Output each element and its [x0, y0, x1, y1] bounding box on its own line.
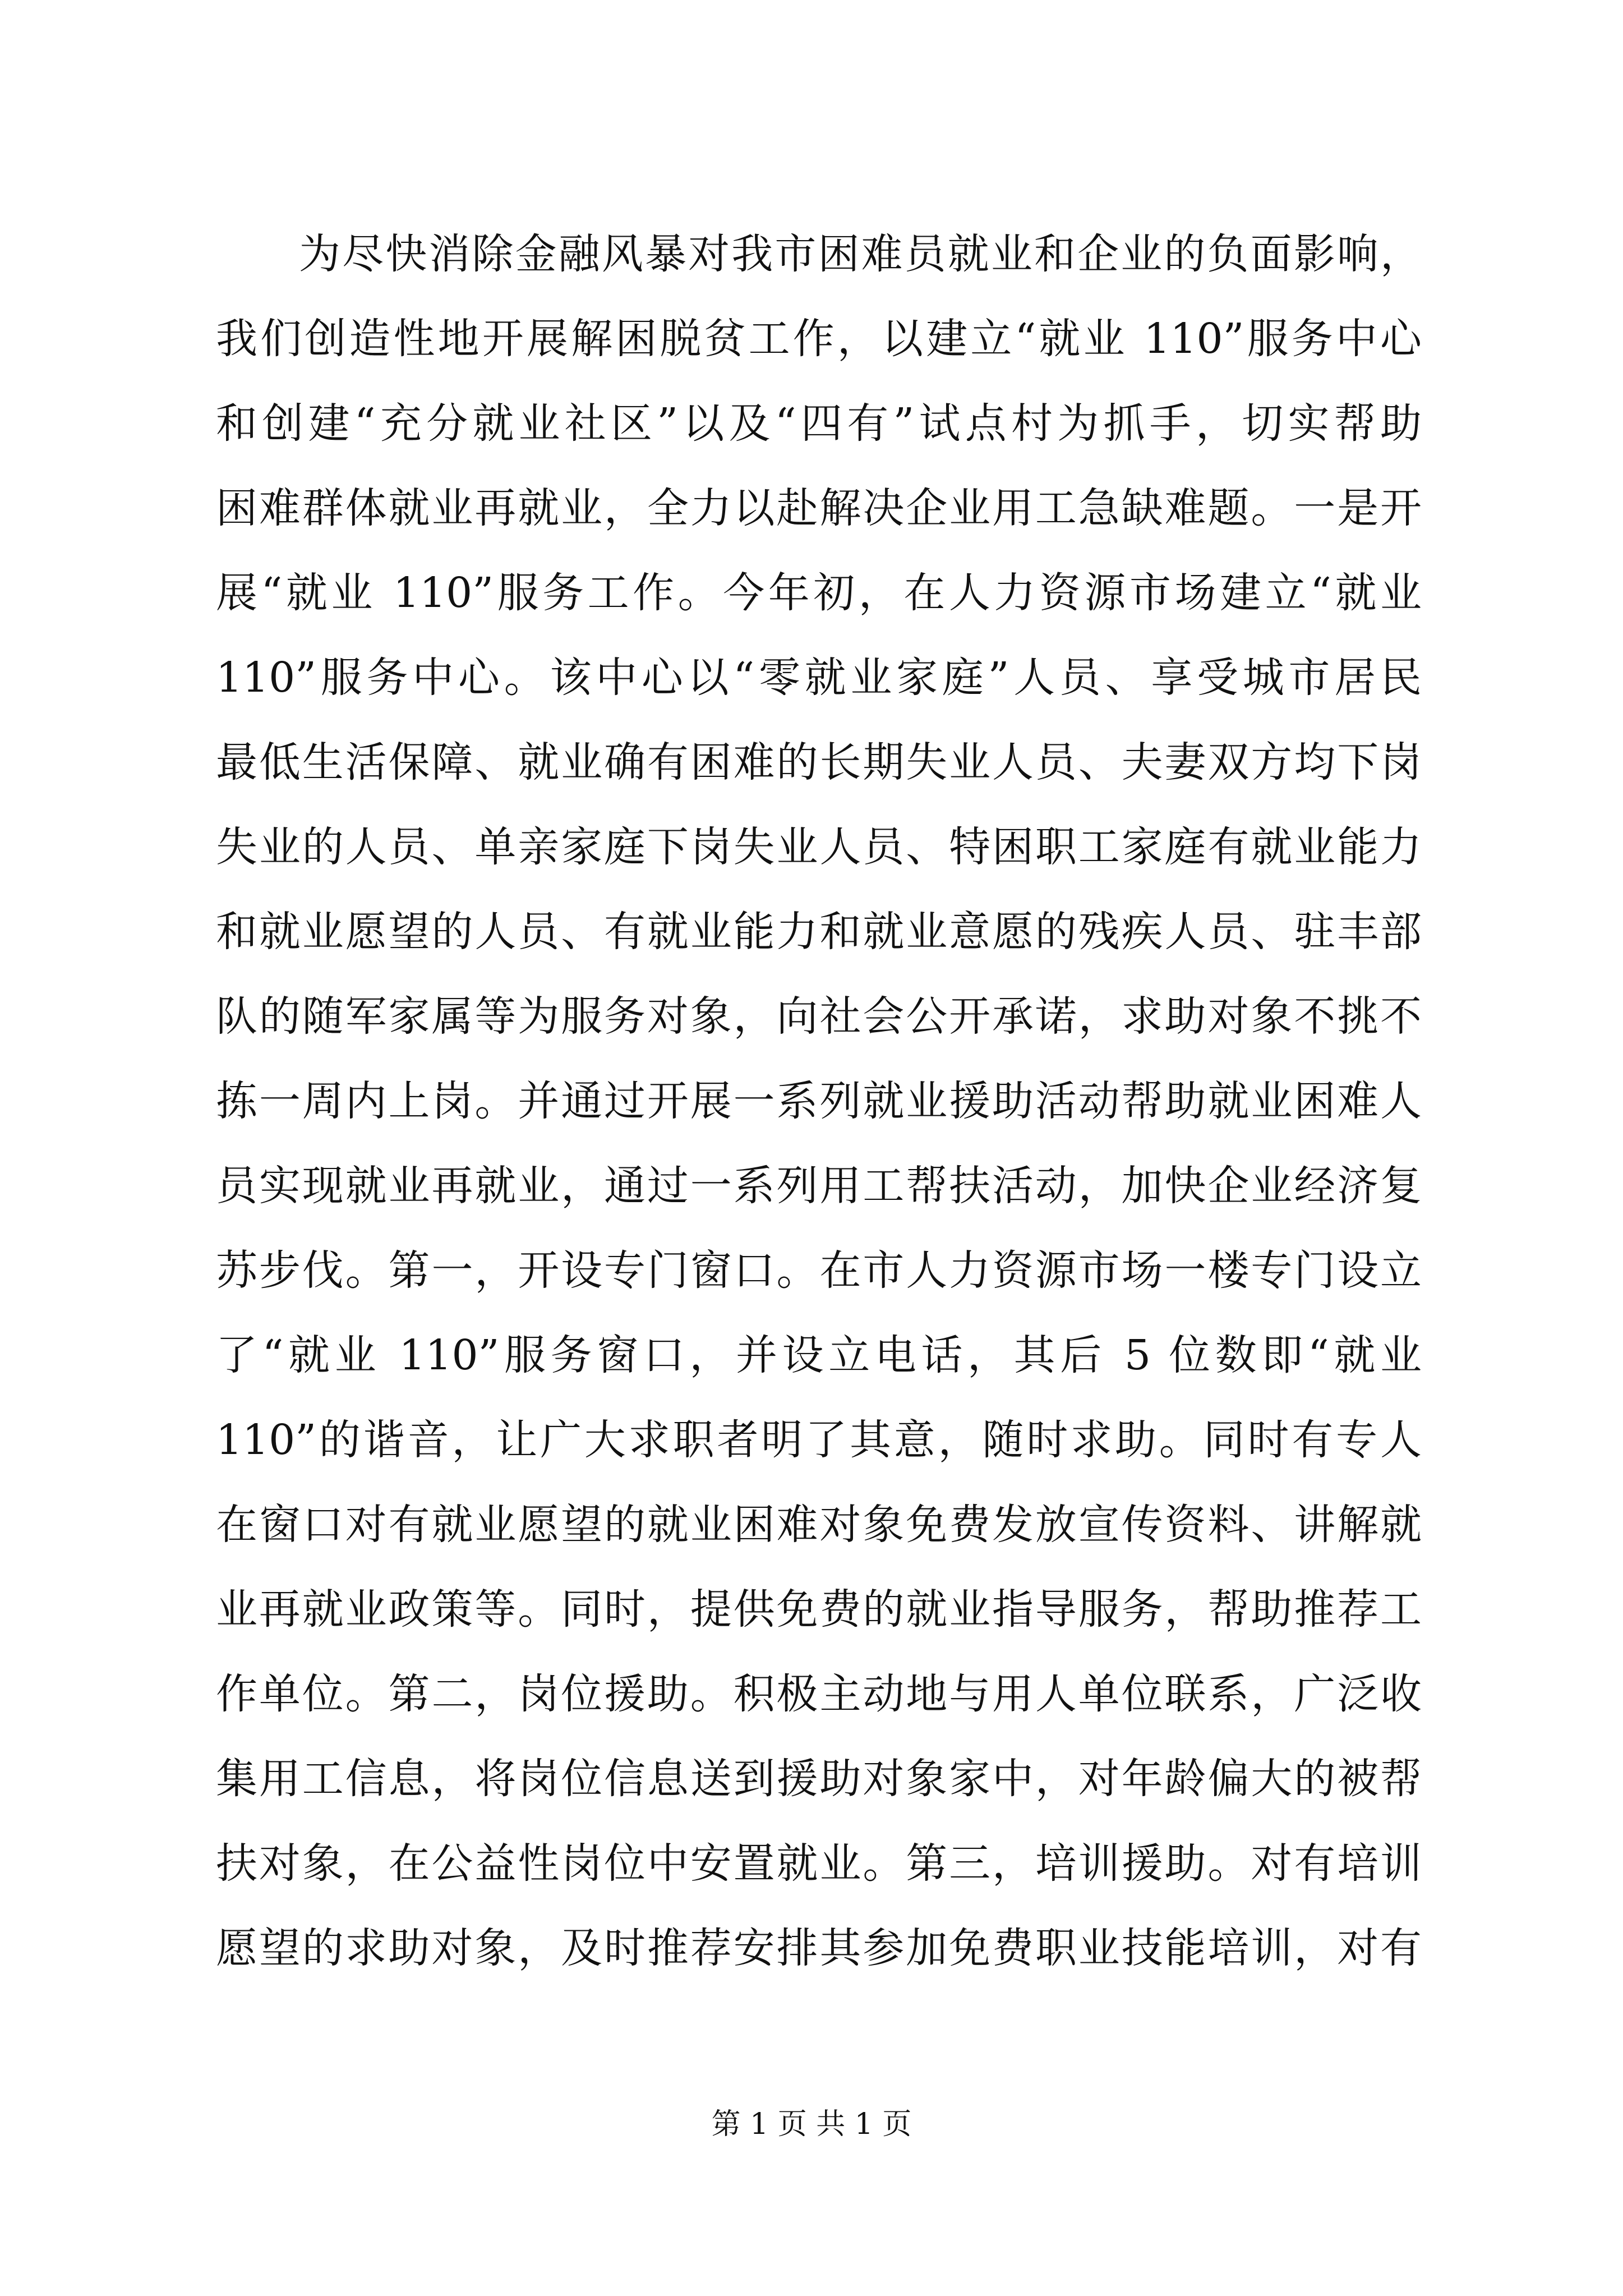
text-line: 失业的人员、单亲家庭下岗失业人员、特困职工家庭有就业能力	[216, 823, 1422, 871]
text-line: 扶对象，在公益性岗位中安置就业。第三，培训援助。对有培训	[216, 1839, 1422, 1888]
text-line: 困难群体就业再就业，全力以赴解决企业用工急缺难题。一是开	[216, 484, 1422, 532]
text-line: 在窗口对有就业愿望的就业困难对象免费发放宣传资料、讲解就	[216, 1501, 1422, 1549]
text-line: 我们创造性地开展解困脱贫工作，以建立“就业 110”服务中心	[216, 315, 1422, 363]
text-line: 了“就业 110”服务窗口，并设立电话，其后 5 位数即“就业	[216, 1331, 1422, 1379]
body-paragraph	[216, 212, 1422, 1991]
text-line: 110”的谐音，让广大求职者明了其意，随时求助。同时有专人	[216, 1416, 1422, 1464]
text-line: 员实现就业再就业，通过一系列用工帮扶活动，加快企业经济复	[216, 1162, 1422, 1210]
text-line: 作单位。第二，岗位援助。积极主动地与用人单位联系，广泛收	[216, 1670, 1422, 1718]
text-line: 业再就业政策等。同时，提供免费的就业指导服务，帮助推荐工	[216, 1585, 1422, 1634]
text-line: 苏步伐。第一，开设专门窗口。在市人力资源市场一楼专门设立	[216, 1246, 1422, 1295]
text-line: 集用工信息，将岗位信息送到援助对象家中，对年龄偏大的被帮	[216, 1755, 1422, 1803]
page-footer: 第 1 页 共 1 页	[711, 2108, 912, 2141]
text-line: 最低生活保障、就业确有困难的长期失业人员、夫妻双方均下岗	[216, 738, 1422, 786]
text-line: 为尽快消除金融风暴对我市困难员就业和企业的负面影响，	[299, 230, 1422, 278]
text-line: 队的随军家属等为服务对象，向社会公开承诺，求助对象不挑不	[216, 992, 1422, 1041]
text-line: 愿望的求助对象，及时推荐安排其参加免费职业技能培训，对有	[216, 1924, 1422, 1972]
text-line: 和就业愿望的人员、有就业能力和就业意愿的残疾人员、驻丰部	[216, 908, 1422, 956]
text-line: 110”服务中心。该中心以“零就业家庭”人员、享受城市居民	[216, 654, 1422, 702]
text-line: 和创建“充分就业社区”以及“四有”试点村为抓手，切实帮助	[216, 399, 1422, 448]
text-line: 展“就业 110”服务工作。今年初，在人力资源市场建立“就业	[216, 569, 1422, 617]
text-line: 拣一周内上岗。并通过开展一系列就业援助活动帮助就业困难人	[216, 1077, 1422, 1125]
